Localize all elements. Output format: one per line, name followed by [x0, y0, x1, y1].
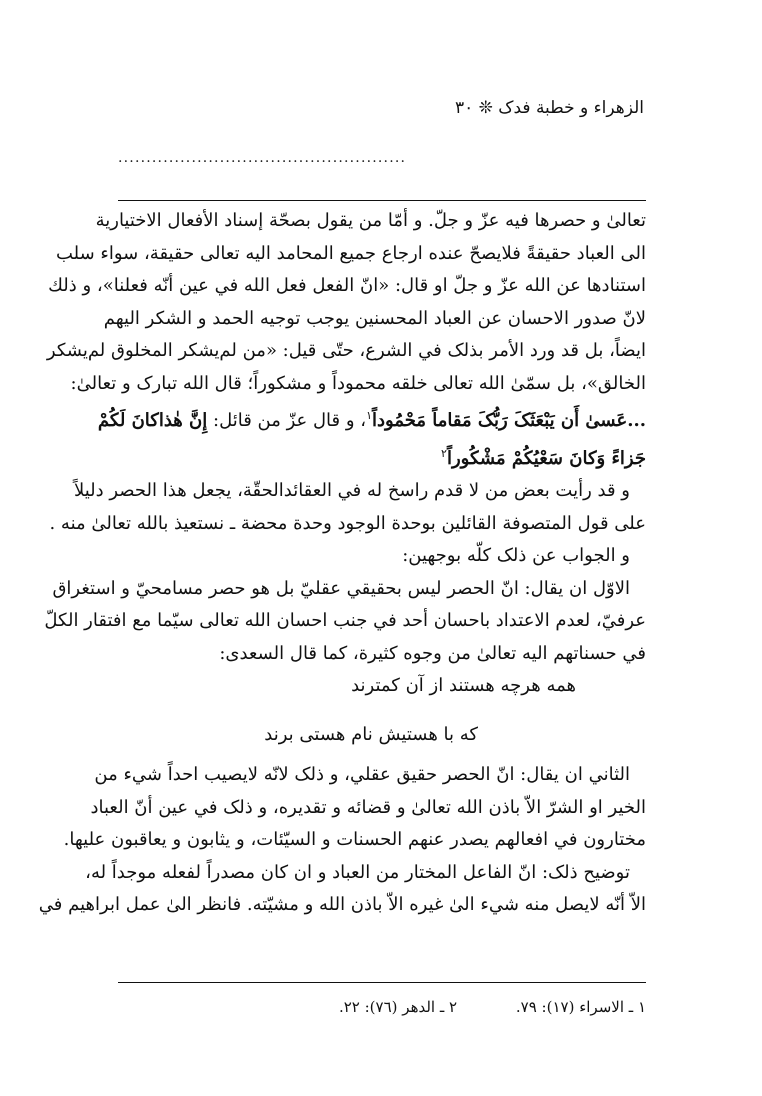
text-line: توضيح ذلک: انّ الفاعل المختار من العباد و ان كان مصدراً لفعله موجداً له،	[85, 861, 630, 883]
footnote-ref-2: ٢	[441, 446, 447, 460]
text-line: الى العباد حقيقةً فلايصحّ عنده ارجاع جميع المحامد اليه تعالى حقيقة، سواء سلب	[55, 242, 646, 264]
text-line: ايضاً، بل قد ورد الأمر بذلک في الشرع، حتّى قيل: «من لم‌يشكر المخلوق لم‌يشكر	[46, 340, 646, 361]
text-fragment: ، و قال عزّ من قائل:	[207, 410, 367, 431]
footnote-1: ١ ـ الاسراء (١٧): ٧٩.	[515, 998, 646, 1016]
footnote-ref-1: ١	[366, 409, 373, 422]
quran-verse-2: إِنَّ هٰذاکانَ لَکُمْ	[97, 410, 208, 431]
text-line: استنادها عن الله عزّ و جلّ او قال: «انّ الفعل فعل الله في عين أنّه فعلنا»، و ذلك	[48, 275, 646, 296]
text-line: الخير او الشرّ الاّ باذن الله تعالىٰ و قضائه و تقديره، و ذلک في عين أنّ العباد	[90, 796, 646, 818]
main-text	[38, 205, 646, 922]
text-line: تعالىٰ و حصرها فيه عزّ و جلّ. و أمّا من يقول بصحّة إسناد الأفعال الاختيارية	[95, 210, 646, 231]
quran-verse-line	[118, 438, 646, 476]
poem-line-2: كه با هستيش نام هستى برند	[264, 723, 478, 745]
quran-verse-line	[97, 400, 646, 438]
quran-verse-1: ...عَسىٰ أَن يَبْعَثَکَ رَبُّکَ مَقاماً مَحْمُوداً	[372, 410, 646, 431]
footnotes	[126, 996, 646, 1018]
text-line: في حسناتهم اليه تعالىٰ من وجوه كثيرة، كما قال السعدى:	[219, 642, 646, 664]
text-line: و الجواب عن ذلک كلّه بوجهين:	[402, 545, 630, 566]
dotted-separator: ...................................................	[118, 150, 407, 166]
text-line: لانّ صدور الاحسان عن العباد المحسنين يوجب توجيه الحمد و الشكر اليهم	[103, 307, 646, 329]
header-rule	[118, 200, 646, 201]
running-header: الزهراء و خطبة فدک ❊ ٣٠	[454, 98, 644, 118]
text-line: الخالق»، بل سمّىٰ الله تعالى خلقه محموداً و مشكوراً؛ قال الله تبارک و تعالىٰ:	[70, 372, 646, 394]
footnote-rule	[118, 982, 646, 983]
text-line: الاوّل ان يقال: انّ الحصر ليس بحقيقي عقليّ بل هو حصر مسامحيّ و استغراق	[52, 577, 630, 599]
text-line: عرفيّ، لعدم الاعتداد باحسان أحد في جنب احسان الله تعالى سيّما مع افتقار الكلّ	[44, 610, 646, 631]
footnote-2: ٢ ـ الدهر (٧٦): ٢٢.	[338, 998, 458, 1016]
text-line: على قول المتصوفة القائلين بوحدة الوجود وحدة محضة ـ نستعيذ بالله تعالىٰ منه .	[49, 512, 646, 534]
text-line: الثاني ان يقال: انّ الحصر حقيق عقلي، و ذلک لانّه لايصيب احداً شيء من	[94, 764, 630, 785]
text-line: الاّ أنّه لايصل منه شيء الىٰ غيره الاّ باذن الله و مشيّته. فانظر الىٰ عمل ابراهيم في	[38, 894, 646, 915]
text-line: و قد رأيت بعض من لا قدم راسخ له في العقائدالحقّة، يجعل هذا الحصر دليلاً	[73, 480, 630, 501]
text-line: مختارون في افعالهم يصدر عنهم الحسنات و السيّئات، و يثابون و يعاقبون عليها.	[63, 829, 646, 850]
quran-verse-2-cont: جَزاءً وَکانَ سَعْيُکُمْ مَشْکُوراً	[446, 447, 646, 469]
poem-line-1: همه هرچه هستند از آن كمترند	[351, 675, 576, 696]
